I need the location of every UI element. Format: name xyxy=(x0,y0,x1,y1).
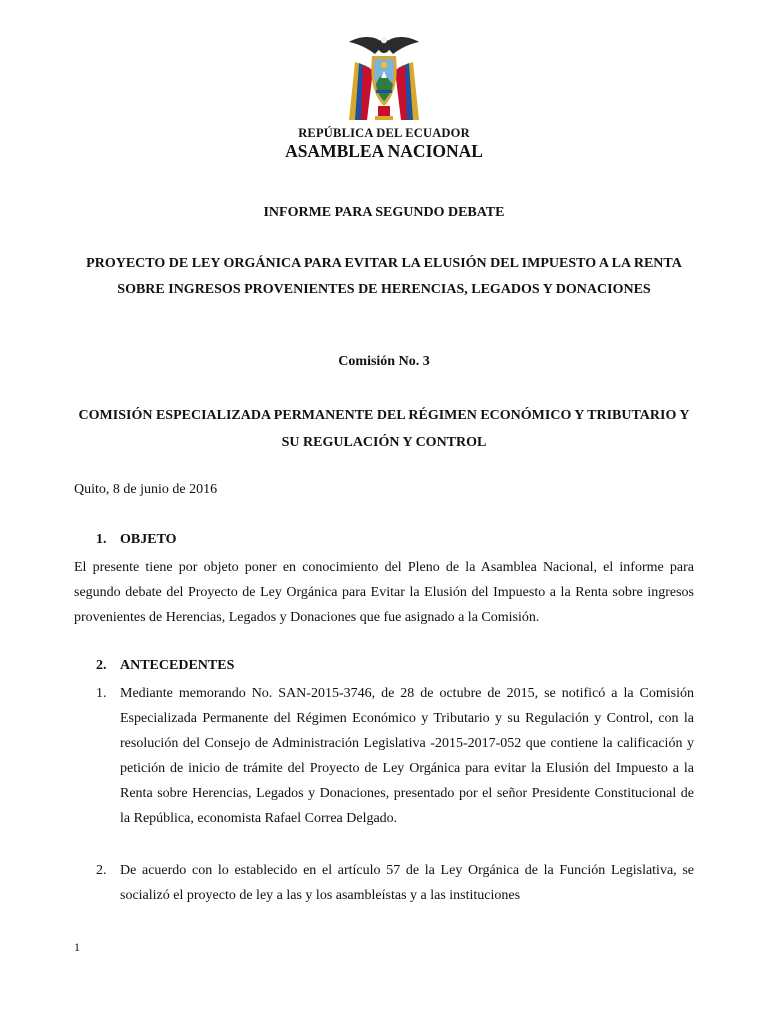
list-item-text: De acuerdo con lo establecido en el artículo 57 de la Ley Orgánica de la Función Legislativa, se socializó el proyecto de ley a las y los asambleístas y a las instituciones xyxy=(120,863,694,903)
date-line: Quito, 8 de junio de 2016 xyxy=(74,482,218,497)
section-number: 2. xyxy=(96,658,107,673)
section-body-objeto: El presente tiene por objeto poner en conocimiento del Pleno de la Asamblea Nacional, el informe para segundo debate del Proyecto de Ley Orgánica para Evitar la Elusión del Impuesto a la Renta sobre ingresos provenientes de Herencias, Legados y Donaciones que fue asignado a la Comisión. xyxy=(74,560,694,625)
list-item xyxy=(74,858,694,908)
project-title: PROYECTO DE LEY ORGÁNICA PARA EVITAR LA ELUSIÓN DEL IMPUESTO A LA RENTA SOBRE INGRESOS PROVENIENTES DE HERENCIAS, LEGADOS Y DONACIONES xyxy=(86,256,682,297)
commission-number: Comisión No. 3 xyxy=(338,354,430,369)
list-item xyxy=(74,681,694,831)
coat-of-arms-emblem xyxy=(345,32,423,124)
report-title: INFORME PARA SEGUNDO DEBATE xyxy=(263,205,505,220)
section-heading-objeto xyxy=(96,532,177,548)
list-marker: 1. xyxy=(96,686,107,701)
assembly-heading: ASAMBLEA NACIONAL xyxy=(285,141,483,161)
section-heading-antecedentes xyxy=(96,658,234,674)
section-title: OBJETO xyxy=(120,532,177,547)
section-number: 1. xyxy=(96,532,107,547)
page-number: 1 xyxy=(74,940,80,954)
republic-heading: REPÚBLICA DEL ECUADOR xyxy=(298,126,470,140)
list-item-text: Mediante memorando No. SAN-2015-3746, de 28 de octubre de 2015, se notificó a la Comisión Especializada Permanente del Régimen Económico y Tributario y su Regulación y Control, con la resolución del Consejo de Administración Legislativa -2015-2017-052 que contiene la calificación y petición de inicio de trámite del Proyecto de Ley Orgánica para evitar la Elusión del Impuesto a la Renta sobre Herencias, Legados y Donaciones, presentado por el señor Presidente Constitucional de la República, economista Rafael Correa Delgado. xyxy=(120,686,694,826)
list-marker: 2. xyxy=(96,863,107,878)
section-title: ANTECEDENTES xyxy=(120,658,235,673)
commission-name: COMISIÓN ESPECIALIZADA PERMANENTE DEL RÉGIMEN ECONÓMICO Y TRIBUTARIO Y SU REGULACIÓN Y CONTROL xyxy=(78,408,690,450)
